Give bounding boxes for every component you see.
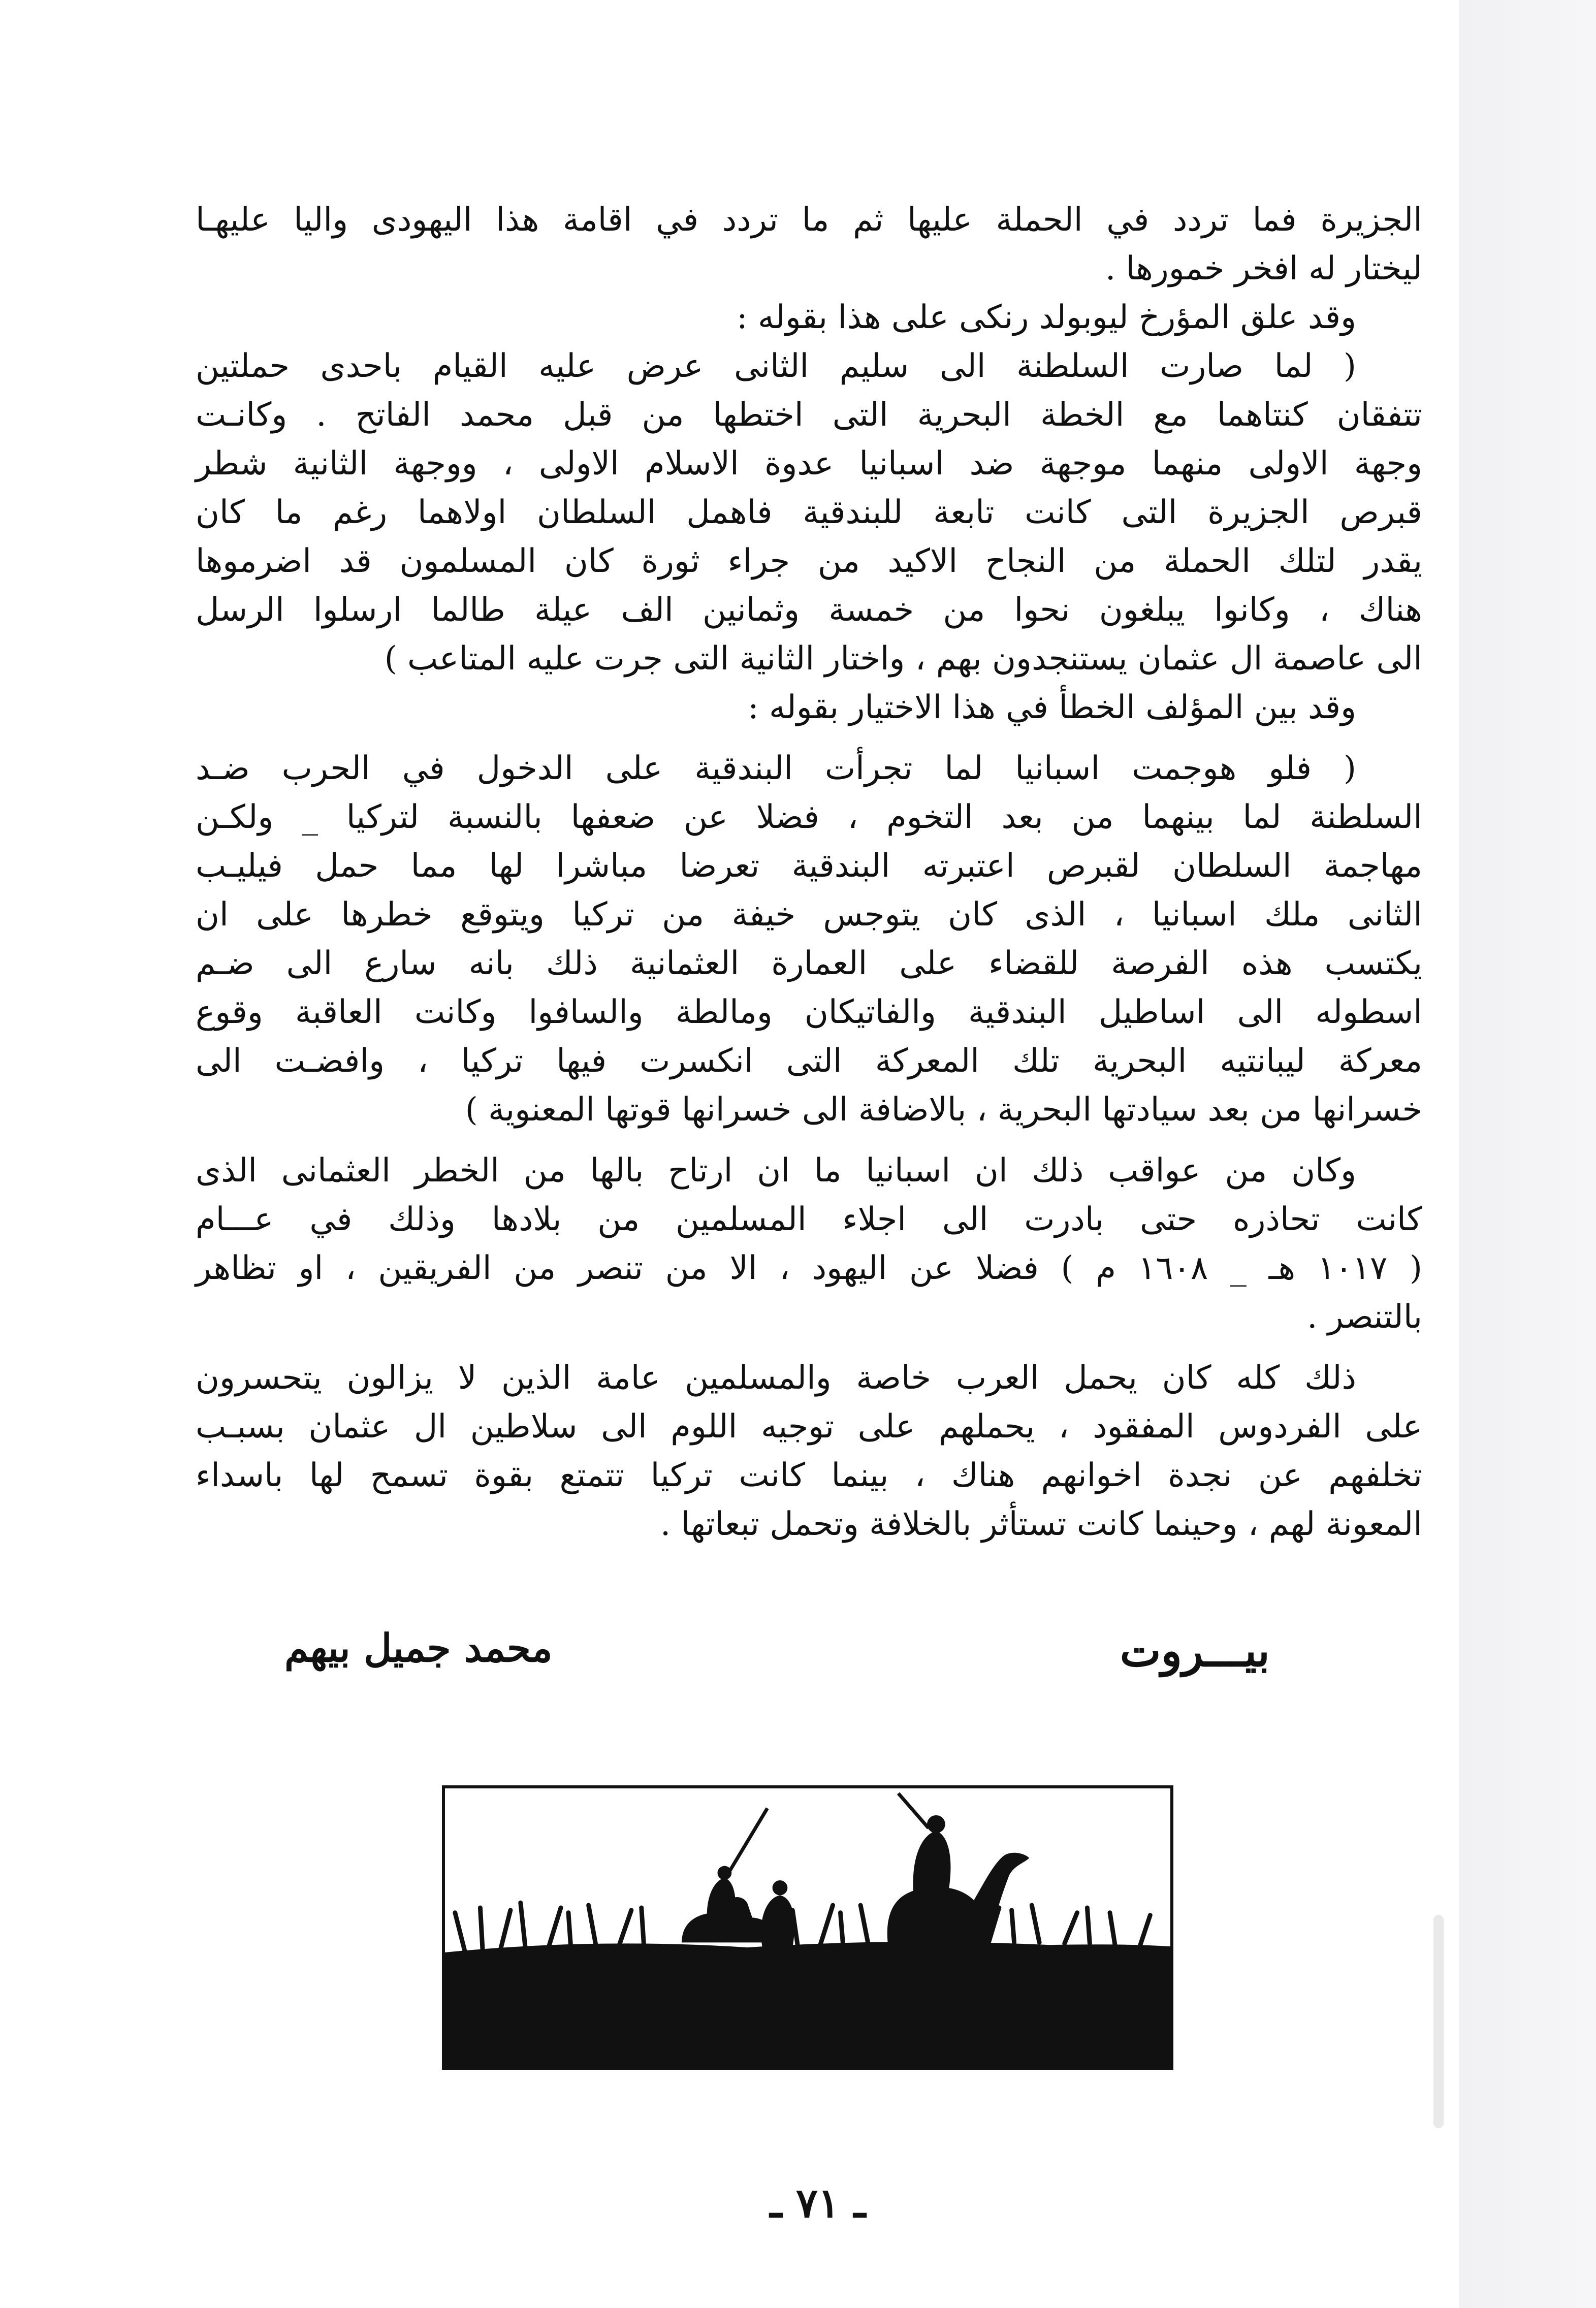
paragraph-gap <box>196 1341 1422 1354</box>
text-line: وقد بين المؤلف الخطأ في هذا الاختيار بقوله : <box>748 689 1356 726</box>
text-line: يقدر لتلك الحملة من النجاح الاكيد من جراء ثورة كان المسلمون قد اضرموها <box>196 542 1423 580</box>
text-line: وكان من عواقب ذلك ان اسبانيا ما ان ارتاح بالها من الخطر العثمانى الذى <box>196 1152 1356 1190</box>
text-line: تتفقان كنتاهما مع الخطة البحرية التى اختطها من قبل محمد الفاتح . وكانـت <box>196 396 1422 434</box>
text-line: وقد علق المؤرخ ليوبولد رنكى على هذا بقوله : <box>737 299 1356 336</box>
text-line: الثانى ملك اسبانيا ، الذى كان يتوجس خيفة من تركيا ويتوقع خطرها على ان <box>196 896 1423 934</box>
text-line: السلطنة لما بينهما من بعد التخوم ، فضلا عن ضعفها بالنسبة لتركيا _ ولكـن <box>196 798 1422 836</box>
text-line: معركة ليبانتيه البحرية تلك المعركة التى انكسرت فيها تركيا ، وافضـت الى <box>196 1042 1422 1080</box>
scan-page-edge <box>1459 0 1596 2308</box>
signature-place: بيـــروت <box>1120 1625 1270 1677</box>
text-line: ( فلو هوجمت اسبانيا لما تجرأت البندقية على الدخول في الحرب ضـد <box>196 750 1356 787</box>
text-line: بالتنصر . <box>1307 1298 1422 1336</box>
text-line: كانت تحاذره حتى بادرت الى اجلاء المسلمين من بلادها وذلك في عـــام <box>196 1201 1423 1238</box>
body-text <box>196 196 1422 1549</box>
text-line: يكتسب هذه الفرصة للقضاء على العمارة العثمانية ذلك بانه سارع الى ضـم <box>196 945 1422 982</box>
page-number: ـ ٧١ ـ <box>770 2179 866 2227</box>
text-line: المعونة لهم ، وحينما كانت تستأثر بالخلافة وتحمل تبعاتها . <box>660 1505 1422 1543</box>
signature-row <box>284 1625 1270 1696</box>
text-line: خسرانها من بعد سيادتها البحرية ، بالاضافة الى خسرانها قوتها المعنوية ) <box>465 1091 1422 1129</box>
text-line: ذلك كله كان يحمل العرب خاصة والمسلمين عامة الذين لا يزالون يتحسرون <box>196 1359 1356 1397</box>
text-line: تخلفهم عن نجدة اخوانهم هناك ، بينما كانت تركيا تتمتع بقوة تسمح لها باسداء <box>196 1457 1422 1494</box>
text-line: ( ١٠١٧ هـ _ ١٦٠٨ م ) فضلا عن اليهود ، الا من تنصر من الفريقين ، او تظاهر <box>196 1249 1423 1287</box>
text-line: ( لما صارت السلطنة الى سليم الثانى عرض عليه القيام باحدى حملتين <box>196 347 1357 385</box>
signature-author: محمد جميل بيهم <box>284 1625 553 1671</box>
text-line: قبرص الجزيرة التى كانت تابعة للبندقية فاهمل السلطان اولاهما رغم ما كان <box>196 494 1422 531</box>
text-line: ليختار له افخر خمورها . <box>1105 250 1422 287</box>
paragraph-gap <box>196 1134 1422 1146</box>
scan-mark <box>1433 1915 1444 2128</box>
text-line: مهاجمة السلطان لقبرص اعتبرته البندقية تعرضا مباشرا لها مما حمل فيليـب <box>196 847 1423 885</box>
text-line: هناك ، وكانوا يبلغون نحوا من خمسة وثمانين الف عيلة طالما ارسلوا الرسل <box>196 591 1422 629</box>
text-line: وجهة الاولى منهما موجهة ضد اسبانيا عدوة الاسلام الاولى ، ووجهة الثانية شطر <box>196 445 1422 483</box>
text-line: اسطوله الى اساطيل البندقية والفاتيكان ومالطة والسافوا وكانت العاقبة وقوع <box>196 993 1422 1031</box>
caravan-illustration <box>442 1785 1173 2070</box>
text-line: الى عاصمة ال عثمان يستنجدون بهم ، واختار الثانية التى جرت عليه المتاعب ) <box>384 640 1422 678</box>
text-line: الجزيرة فما تردد في الحملة عليها ثم ما تردد في اقامة هذا اليهودى واليا عليهـا <box>196 201 1422 239</box>
caravan-silhouette <box>445 1788 1170 2067</box>
text-line: على الفردوس المفقود ، يحملهم على توجيه اللوم الى سلاطين ال عثمان بسبـب <box>196 1408 1422 1446</box>
paragraph-gap <box>196 732 1422 744</box>
